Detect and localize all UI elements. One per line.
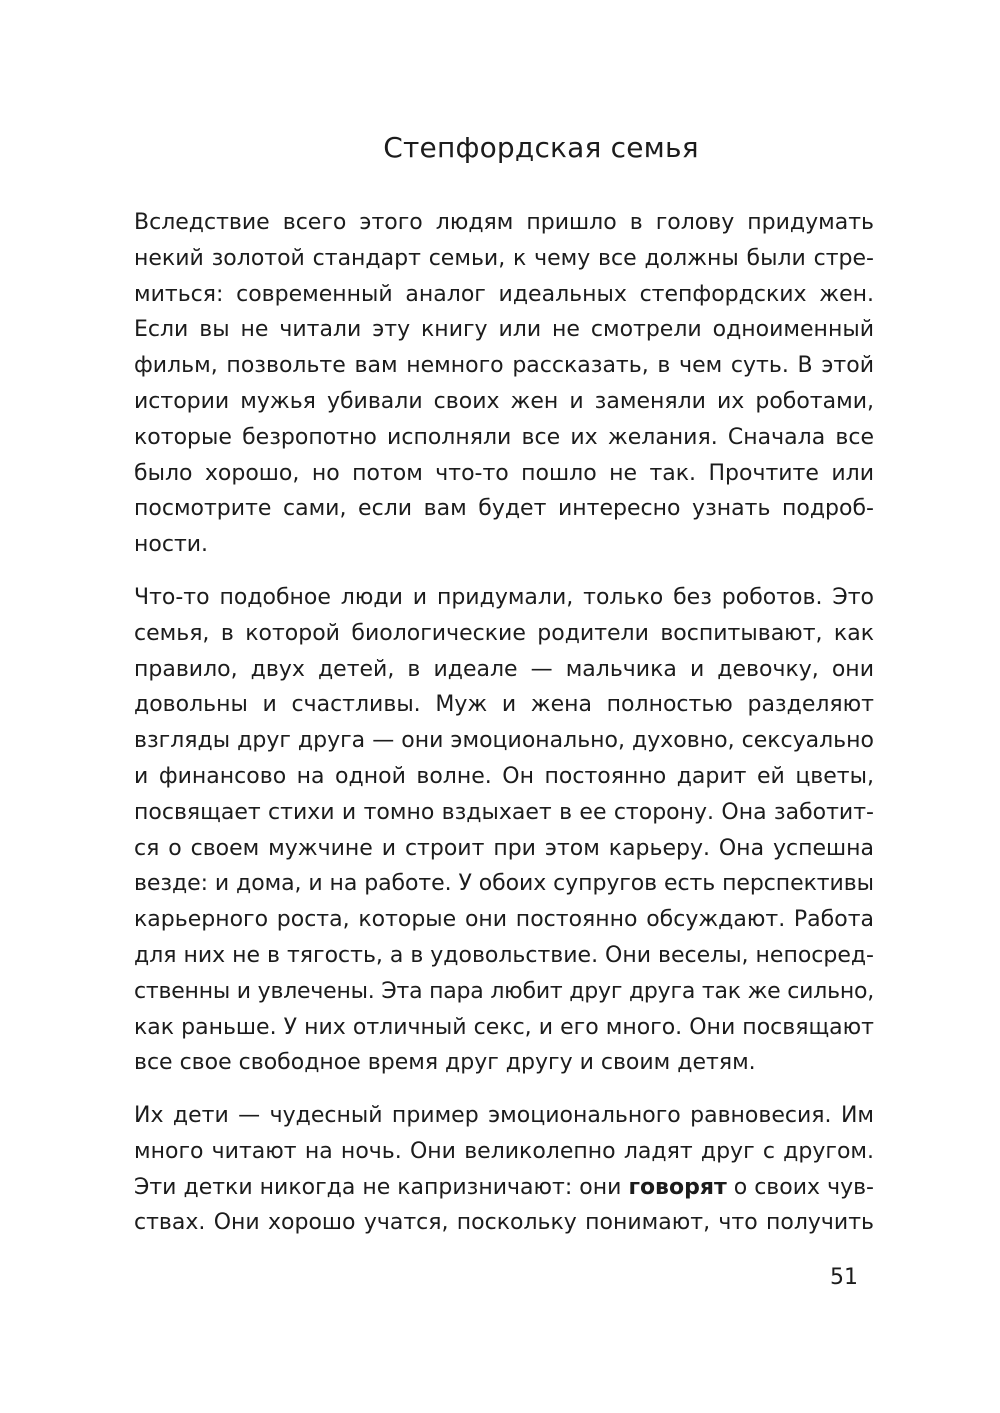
text-line: Их дети — чудесный пример эмоционального равновесия. Им [134, 1103, 874, 1128]
text-line: ствах. Они хорошо учатся, поскольку понимают, что получить [134, 1210, 874, 1236]
text-line: семья, в которой биологические родители воспитывают, как [134, 620, 874, 646]
text-line: довольны и счастливы. Муж и жена полностью разделяют [134, 692, 874, 718]
text-line: истории мужья убивали своих жен и заменяли их роботами, [134, 388, 874, 414]
text-line: посвящает стихи и томно вздыхает в ее сторону. Она заботит- [134, 799, 874, 825]
chapter-title: Степфордская семья [383, 131, 699, 164]
paragraph-1 [134, 205, 874, 563]
text-segment: о своих чув- [726, 1174, 874, 1200]
emphasized-word: говорят [628, 1174, 727, 1200]
text-line: было хорошо, но потом что-то пошло не так. Прочтите или [134, 460, 874, 486]
text-line: Что-то подобное люди и придумали, только без роботов. Это [134, 585, 874, 610]
text-line: все свое свободное время друг другу и своим детям. [134, 1050, 756, 1076]
page-number: 51 [830, 1265, 858, 1290]
text-line: фильм, позвольте вам немного рассказать, в чем суть. В этой [134, 353, 874, 379]
text-line: много читают на ночь. Они великолепно ладят друг с другом. [134, 1138, 874, 1164]
text-line: правило, двух детей, в идеале — мальчика и девочку, они [134, 656, 874, 682]
text-line: взгляды друг друга — они эмоционально, духовно, сексуально [134, 728, 874, 754]
text-line: посмотрите сами, если вам будет интересно узнать подроб- [134, 496, 874, 522]
text-line: и финансово на одной волне. Он постоянно дарит ей цветы, [134, 763, 874, 789]
text-line [134, 1170, 874, 1206]
paragraph-3 [134, 1098, 874, 1241]
text-segment: Эти детки никогда не капризничают: они [134, 1174, 629, 1200]
text-line: некий золотой стандарт семьи, к чему все должны были стре- [134, 245, 874, 271]
text-line: как раньше. У них отличный секс, и его много. Они посвящают [134, 1014, 874, 1040]
text-line: миться: современный аналог идеальных степфордских жен. [134, 281, 874, 307]
text-line: Вследствие всего этого людям пришло в голову придумать [134, 210, 874, 235]
text-line: которые безропотно исполняли все их желания. Сначала все [134, 424, 874, 450]
text-line: везде: и дома, и на работе. У обоих супругов есть перспективы [134, 871, 874, 897]
text-line: Если вы не читали эту книгу или не смотрели одноименный [134, 317, 874, 343]
text-line: для них не в тягость, а в удовольствие. Они веселы, непосред- [134, 942, 874, 968]
text-line: карьерного роста, которые они постоянно обсуждают. Работа [134, 907, 874, 933]
text-line: ственны и увлечены. Эта пара любит друг друга так же сильно, [134, 978, 874, 1004]
text-line: ности. [134, 532, 209, 558]
text-line: ся о своем мужчине и строит при этом карьеру. Она успешна [134, 835, 874, 861]
paragraph-2 [134, 580, 874, 1081]
